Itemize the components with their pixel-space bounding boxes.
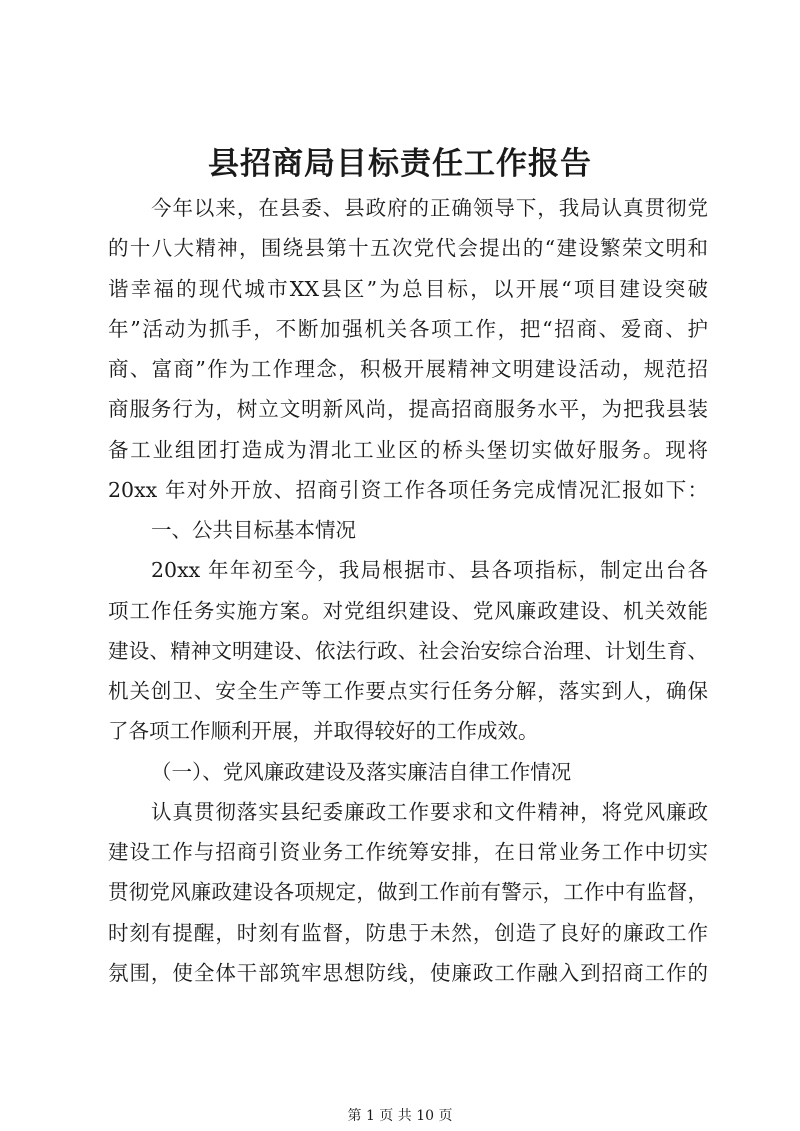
text-line: 20xx 年对外开放、招商引资工作各项任务完成情况汇报如下： <box>108 477 708 502</box>
text-line: （一）、党风廉政建设及落实廉洁自律工作情况 <box>151 759 572 784</box>
text-line: 时刻有提醒，时刻有监督，防患于未然，创造了良好的廉政工作 <box>108 920 708 945</box>
text-line: 建设、精神文明建设、依法行政、社会治安综合治理、计划生育、 <box>108 638 708 663</box>
text-line: 商服务行为，树立文明新风尚，提高招商服务水平，为把我县装 <box>108 397 708 422</box>
text-line: 备工业组团打造成为渭北工业区的桥头堡切实做好服务。现将 <box>108 437 708 462</box>
text-line: 了各项工作顺利开展，并取得较好的工作成效。 <box>108 719 539 744</box>
text-line: 今年以来，在县委、县政府的正确领导下，我局认真贯彻党 <box>151 196 708 220</box>
document-title: 县招商局目标责任工作报告 <box>208 146 592 182</box>
text-line: 贯彻党风廉政建设各项规定，做到工作前有警示，工作中有监督， <box>108 880 708 905</box>
text-line: 机关创卫、安全生产等工作要点实行任务分解，落实到人，确保 <box>108 679 708 703</box>
text-line: 谐幸福的现代城市XX县区”为总目标，以开展“项目建设突破 <box>108 276 708 301</box>
document-body <box>108 188 708 993</box>
page-footer: 第 1 页 共 10 页 <box>347 1108 453 1124</box>
text-line: 20xx 年年初至今，我局根据市、县各项指标，制定出台各 <box>151 558 708 583</box>
text-line: 建设工作与招商引资业务工作统筹安排，在日常业务工作中切实 <box>108 840 708 864</box>
text-line: 项工作任务实施方案。对党组织建设、党风廉政建设、机关效能 <box>108 598 708 623</box>
text-line: 氛围，使全体干部筑牢思想防线，使廉政工作融入到招商工作的 <box>108 960 708 985</box>
text-line: 的十八大精神，围绕县第十五次党代会提出的“建设繁荣文明和 <box>108 236 708 261</box>
text-line: 一、公共目标基本情况 <box>151 518 356 542</box>
text-line: 认真贯彻落实县纪委廉政工作要求和文件精神，将党风廉政 <box>151 799 708 824</box>
text-line: 商、富商”作为工作理念，积极开展精神文明建设活动，规范招 <box>108 357 708 381</box>
text-line: 年”活动为抓手，不断加强机关各项工作，把“招商、爱商、护 <box>108 316 708 341</box>
